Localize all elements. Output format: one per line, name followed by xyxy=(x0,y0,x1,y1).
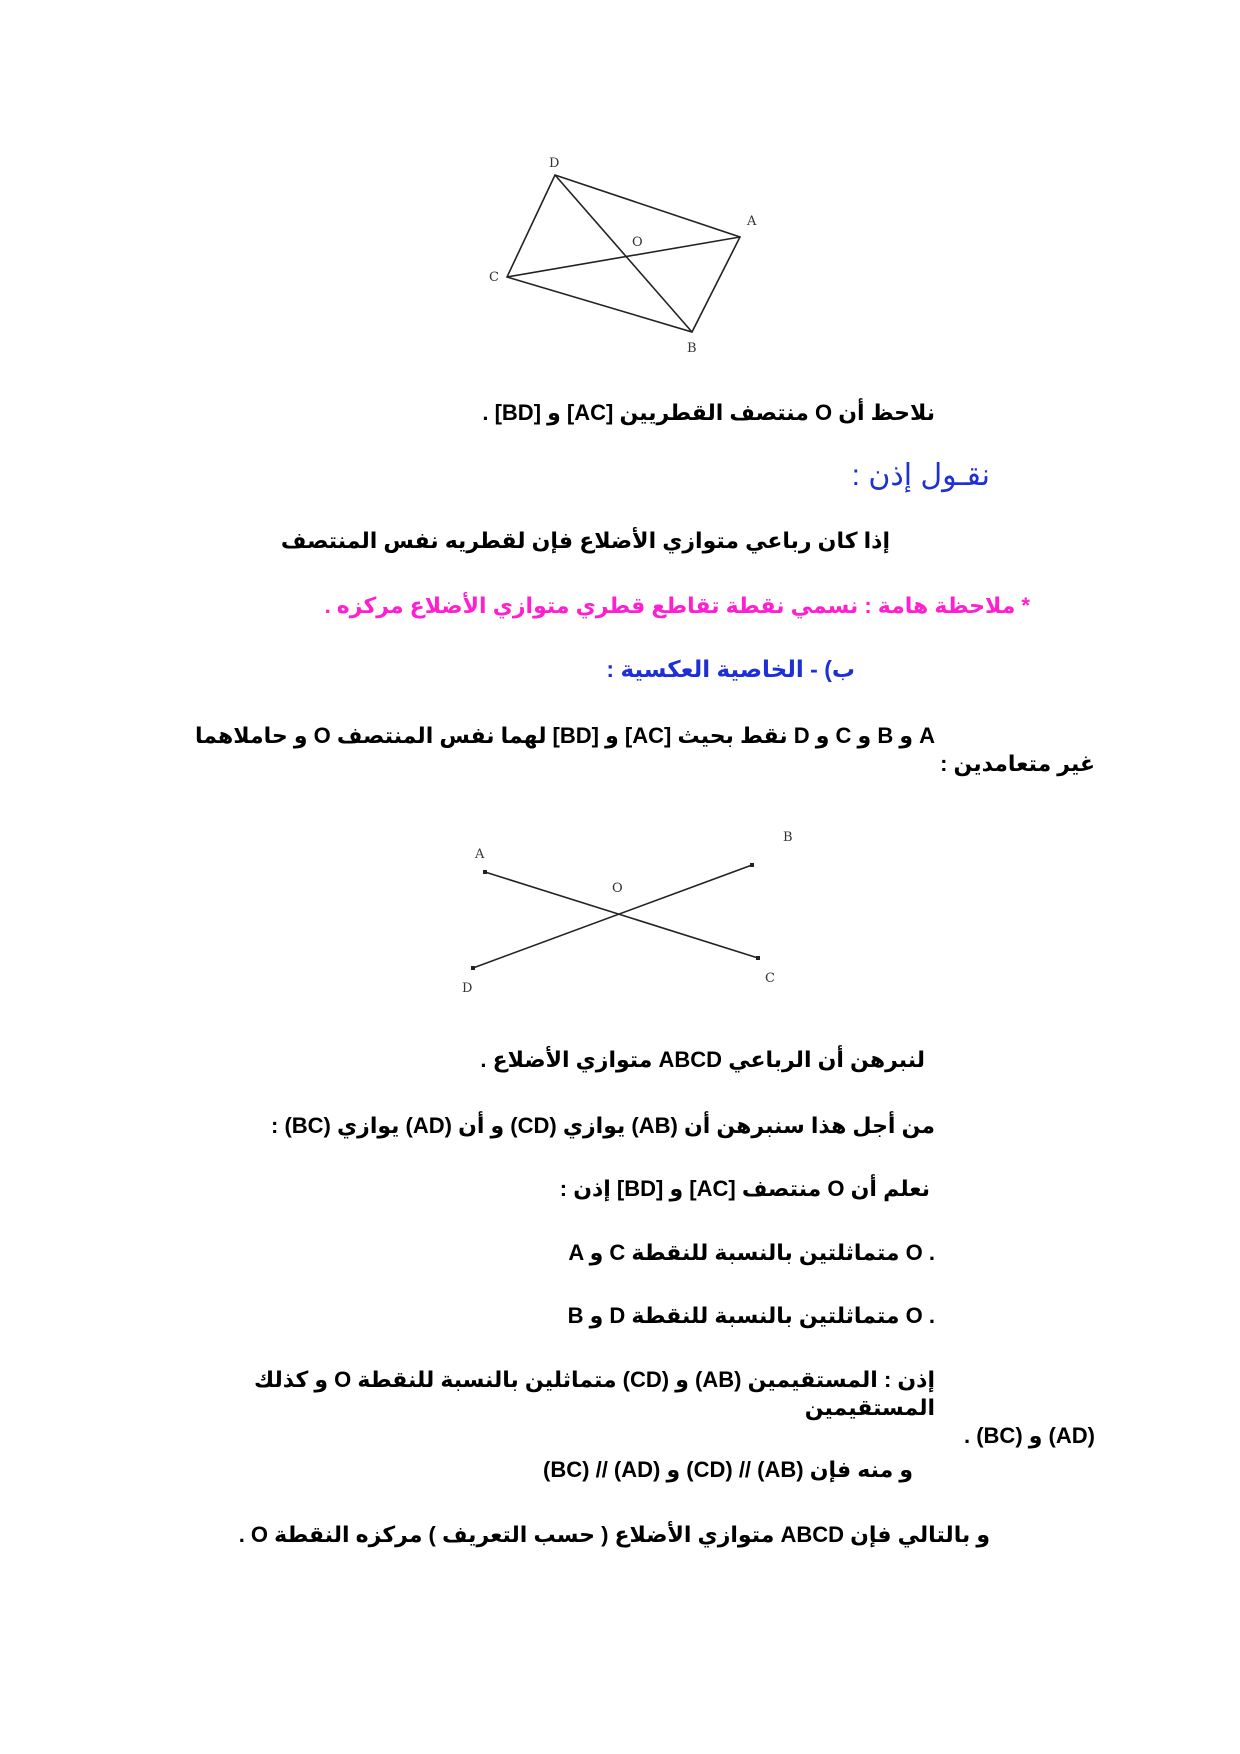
final-conclusion: و بالتالي فإن ABCD متوازي الأضلاع ( حسب التعريف ) مركزه النقطة O . xyxy=(238,1522,990,1547)
point-c xyxy=(756,956,760,960)
label-d: D xyxy=(549,156,560,171)
symmetry-bd: B و D متماثلتين بالنسبة للنقطة O . xyxy=(567,1303,935,1328)
proof-goal: لنبرهن أن الرباعي ABCD متوازي الأضلاع . xyxy=(480,1047,925,1072)
lines-symmetry-statement xyxy=(155,1366,1095,1450)
label-a2: A xyxy=(475,847,485,862)
label-a: A xyxy=(747,214,757,229)
point-d xyxy=(471,966,475,970)
proof-known: نعلم أن O منتصف [AC] و [BD] إذن : xyxy=(559,1176,930,1201)
hypothesis-line-1: A و B و C و D نقط بحيث [AC] و [BD] لهما نفس المنتصف O و حاملاهما xyxy=(195,723,935,748)
label-o2: O xyxy=(612,881,623,896)
parallelogram-figure xyxy=(455,150,775,360)
label-d2: D xyxy=(462,981,473,996)
converse-title: ب) - الخاصية العكسية : xyxy=(606,656,855,682)
lines-symmetry-line-2: (AD) و (BC) . xyxy=(963,1423,1095,1448)
hypothesis-line-2: غير متعامدين : xyxy=(940,751,1095,776)
label-c2: C xyxy=(765,971,775,986)
proof-plan: من أجل هذا سنبرهن أن (AB) يوازي (CD) و أن (AD) يوازي (BC) : xyxy=(271,1113,935,1138)
observation-text: نلاحظ أن O منتصف القطريين [AC] و [BD] . xyxy=(482,400,935,425)
segments-figure xyxy=(440,825,800,1005)
lines-symmetry-line-1: إذن : المستقيمين (AB) و (CD) متماثلين بالنسبة للنقطة O و كذلك المستقيمين xyxy=(254,1367,935,1420)
label-o: O xyxy=(632,235,643,250)
point-b xyxy=(750,863,754,867)
diagonal-ac xyxy=(507,237,740,277)
label-b: B xyxy=(687,341,697,356)
parallel-conclusion: و منه فإن (AB) // (CD) و (AD) // (BC) xyxy=(543,1457,913,1482)
important-note: * ملاحظة هامة : نسمي نقطة تقاطع قطري متوازي الأضلاع مركزه . xyxy=(324,593,1030,618)
point-a xyxy=(483,870,487,874)
label-b2: B xyxy=(783,830,793,845)
hypothesis-statement xyxy=(155,722,1095,778)
property-statement: إذا كان رباعي متوازي الأضلاع فإن لقطريه نفس المنتصف xyxy=(280,528,890,553)
symmetry-ac: A و C متماثلتين بالنسبة للنقطة O . xyxy=(568,1240,935,1265)
label-c: C xyxy=(489,270,499,285)
conclusion-title: نقـول إذن : xyxy=(851,459,990,492)
